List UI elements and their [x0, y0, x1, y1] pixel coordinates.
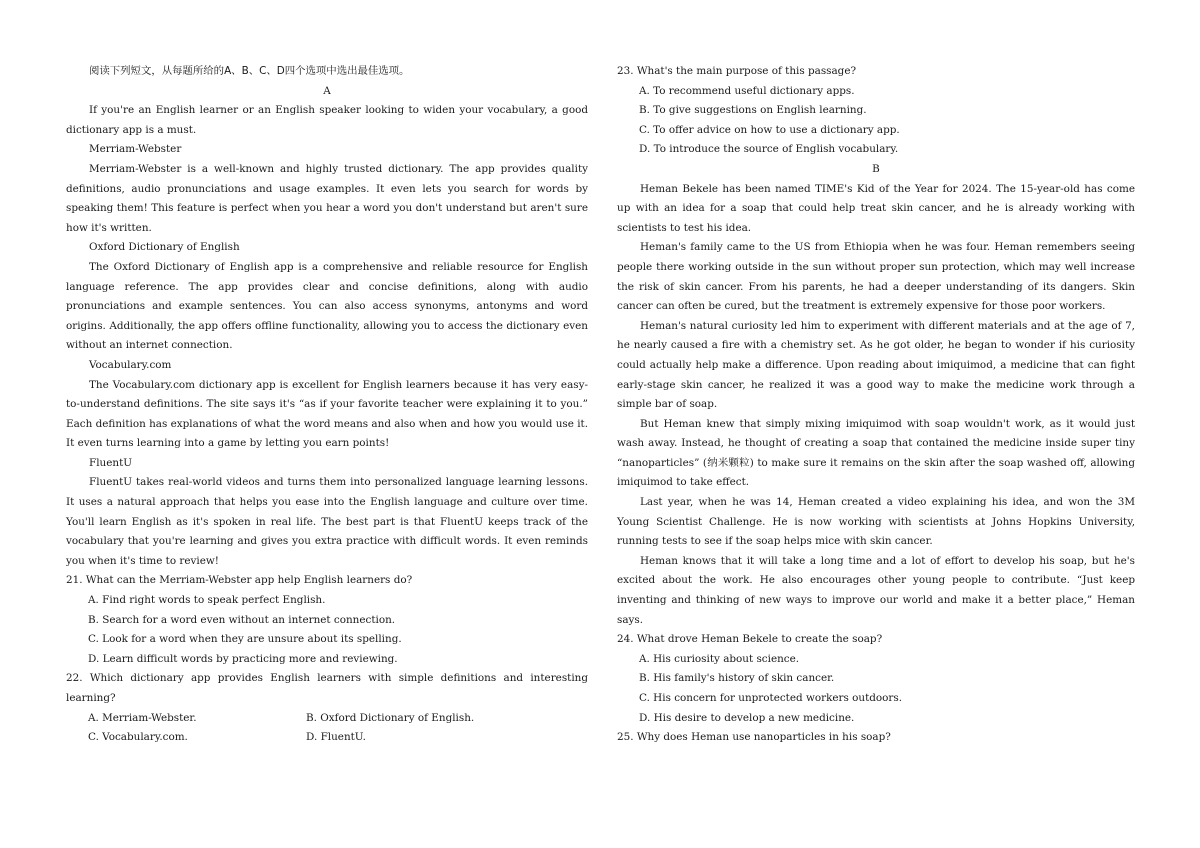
passage-b-paragraph: Heman knows that it will take a long time and a lot of effort to develop his soap, but he's excited about the work. He also encourages other young people to contribute. “Just keep inventing and thinking of new ways to improve our world and make it a better place,” Heman says.	[617, 554, 1135, 626]
passage-b-paragraph: Heman's family came to the US from Ethiopia when he was four. Heman remembers seeing people there working outside in the sun without proper sun protection, which may well increase the risk of skin cancer. From his parents, he had a deeper understanding of its dangers. Skin cancer can often be cured, but the treatment is extremely expensive for those poor workers.	[617, 241, 1135, 313]
app-name-vocabulary: Vocabulary.com	[89, 358, 172, 371]
question-24-option-b: B. His family's history of skin cancer.	[639, 672, 835, 685]
passage-b-paragraph: Heman's natural curiosity led him to experiment with different materials and at the age of 7, he nearly caused a fire with a chemistry set. As he got older, he began to wonder if his curiosity could actually help make a difference. Upon reading about imiquimod, a medicine that can fight early-stage skin cancer, he realized it was a good way to make the medicine work through a simple bar of soap.	[617, 319, 1135, 411]
question-23-option-d: D. To introduce the source of English vocabulary.	[639, 143, 899, 156]
app-name-merriam-webster: Merriam-Webster	[89, 143, 182, 156]
question-22-options-row-1	[66, 709, 588, 729]
question-24-option-d: D. His desire to develop a new medicine.	[639, 711, 855, 724]
question-23-stem: 23. What's the main purpose of this passage?	[617, 65, 857, 77]
question-24-option-c: C. His concern for unprotected workers outdoors.	[639, 692, 903, 704]
passage-b-paragraph: Last year, when he was 14, Heman created a video explaining his idea, and won the 3M Young Scientist Challenge. He is now working with scientists at Johns Hopkins University, running tests to see if the soap helps mice with skin cancer.	[617, 496, 1135, 548]
passage-b-label: B	[872, 162, 880, 175]
app-text-vocabulary: The Vocabulary.com dictionary app is excellent for English learners because it has very easy-to-understand definitions. The site says it's “as if your favorite teacher were explaining it to you.” Each definition has explanations of what the word means and also when and how you would use it. It even turns learning into a game by letting you earn points!	[66, 378, 588, 450]
question-23-option-b: B. To give suggestions on English learning.	[639, 104, 867, 117]
question-21-option-b: B. Search for a word even without an internet connection.	[88, 613, 396, 626]
question-25-stem: 25. Why does Heman use nanoparticles in his soap?	[617, 731, 891, 744]
question-21-option-c: C. Look for a word when they are unsure about its spelling.	[88, 633, 402, 646]
question-23-option-a: A. To recommend useful dictionary apps.	[639, 84, 855, 97]
app-name-fluentu: FluentU	[89, 456, 132, 469]
passage-a-intro: If you're an English learner or an English speaker looking to widen your vocabulary, a good dictionary app is a must.	[66, 104, 588, 136]
app-text-oxford: The Oxford Dictionary of English app is a comprehensive and reliable resource for English language reference. The app provides clear and concise definitions, along with audio pronunciations and example sentences. You can also access synonyms, antonyms and word origins. Additionally, the app offers offline functionality, allowing you to access the dictionary even without an internet connection.	[66, 260, 588, 352]
question-22-stem: 22. Which dictionary app provides English learners with simple definitions and interesting learning?	[66, 672, 588, 704]
app-text-merriam-webster: Merriam-Webster is a well-known and highly trusted dictionary. The app provides quality definitions, audio pronunciations and usage examples. It even lets you search for words by speaking them! This feature is perfect when you hear a word you don't understand but aren't sure how it's written.	[66, 162, 588, 234]
left-column	[66, 62, 588, 748]
question-21-option-a: A. Find right words to speak perfect English.	[88, 594, 326, 607]
question-22-option-c: C. Vocabulary.com.	[88, 731, 188, 744]
question-22-options-row-2	[66, 728, 588, 748]
question-22-option-d: D. FluentU.	[306, 731, 366, 744]
question-24-stem: 24. What drove Heman Bekele to create the soap?	[617, 633, 883, 646]
app-text-fluentu: FluentU takes real-world videos and turns them into personalized language learning lessons. It uses a natural approach that helps you ease into the English language and culture over time. You'll learn English as it's spoken in real life. The best part is that FluentU keeps track of the vocabulary that you're learning and gives you extra practice with difficult words. It even reminds you when it's time to review!	[66, 476, 588, 567]
right-column	[617, 62, 1135, 748]
question-24-option-a: A. His curiosity about science.	[639, 652, 800, 665]
passage-a-label: A	[323, 84, 331, 97]
instruction: 阅读下列短文，从每题所给的A、B、C、D四个选项中选出最佳选项。	[89, 65, 410, 77]
question-22-option-b: B. Oxford Dictionary of English.	[306, 711, 475, 724]
question-23-option-c: C. To offer advice on how to use a dictionary app.	[639, 123, 900, 136]
question-22-option-a: A. Merriam-Webster.	[88, 711, 197, 724]
app-name-oxford: Oxford Dictionary of English	[89, 241, 240, 254]
passage-b-paragraph: But Heman knew that simply mixing imiquimod with soap wouldn't work, as it would just wash away. Instead, he thought of creating a soap that contained the medicine inside super tiny “nanoparticles” (纳米颗粒) to make sure it remains on the skin after the soap washed off, allowing imiquimod to take effect.	[617, 417, 1135, 489]
question-21-stem: 21. What can the Merriam-Webster app help English learners do?	[66, 574, 413, 587]
question-21-option-d: D. Learn difficult words by practicing more and reviewing.	[88, 652, 398, 665]
passage-b-paragraph: Heman Bekele has been named TIME's Kid of the Year for 2024. The 15-year-old has come up with an idea for a soap that could help treat skin cancer, and he is already working with scientists to test his idea.	[617, 182, 1135, 234]
